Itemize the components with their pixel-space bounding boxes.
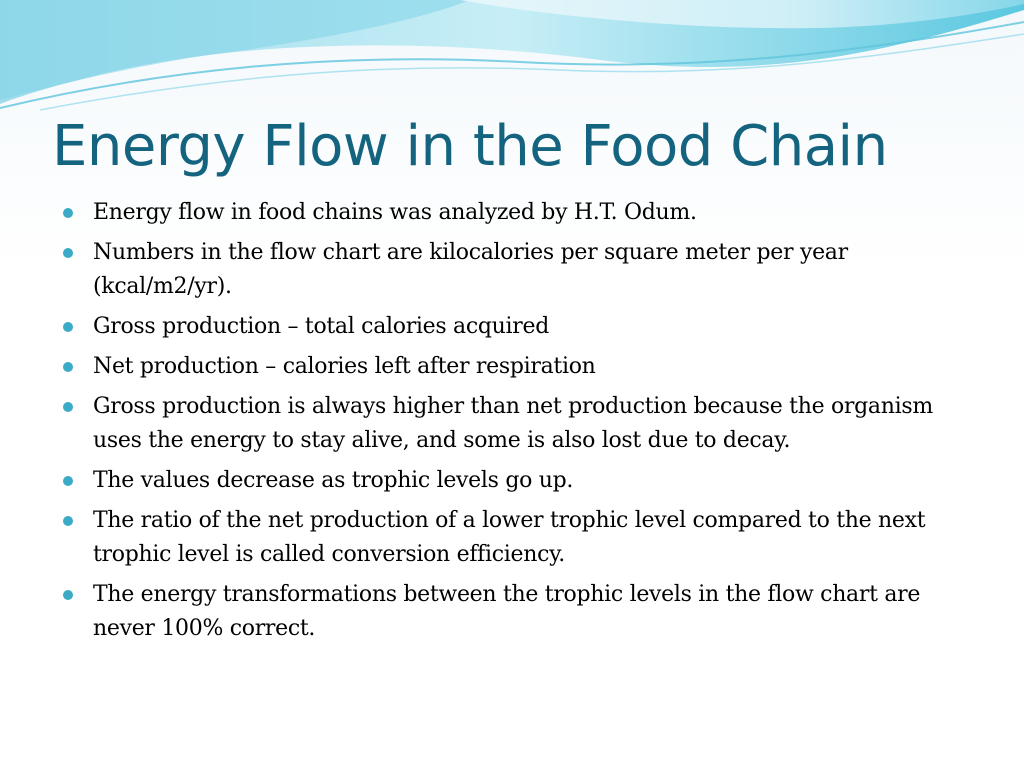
bullet-text: Energy flow in food chains was analyzed by H.T. Odum. (93, 200, 697, 225)
bullet-item (60, 196, 980, 230)
bullet-dot-icon (63, 402, 73, 412)
bullet-text: The energy transformations between the trophic levels in the flow chart are never 100% correct. (93, 582, 921, 641)
bullet-dot-icon (63, 476, 73, 486)
slide-title: Energy Flow in the Food Chain (52, 114, 888, 179)
bullet-dot-icon (63, 362, 73, 372)
bullet-text: Net production – calories left after respiration (93, 354, 596, 379)
bullet-text: Gross production – total calories acquired (93, 314, 549, 339)
bullet-dot-icon (63, 208, 73, 218)
bullet-text: The ratio of the net production of a lower trophic level compared to the next trophic level is called conversion efficiency. (93, 508, 926, 567)
bullet-item (60, 350, 980, 384)
bullet-dot-icon (63, 322, 73, 332)
bullet-text: Numbers in the flow chart are kilocalories per square meter per year (kcal/m2/yr). (93, 240, 848, 299)
wave-band-mid (0, 0, 470, 100)
bullet-item (60, 464, 980, 498)
bullet-item (60, 236, 980, 304)
bullet-text: The values decrease as trophic levels go up. (93, 468, 574, 493)
bullet-text: Gross production is always higher than net production because the organism uses the energy to stay alive, and some is also lost due to decay. (93, 394, 933, 453)
bullet-item (60, 390, 980, 458)
bullet-dot-icon (63, 248, 73, 258)
bullet-item (60, 504, 980, 572)
bullet-item (60, 578, 980, 646)
bullet-dot-icon (63, 516, 73, 526)
bullet-list (60, 196, 980, 652)
bullet-dot-icon (63, 590, 73, 600)
header-wave-decoration (0, 0, 1024, 120)
bullet-item (60, 310, 980, 344)
